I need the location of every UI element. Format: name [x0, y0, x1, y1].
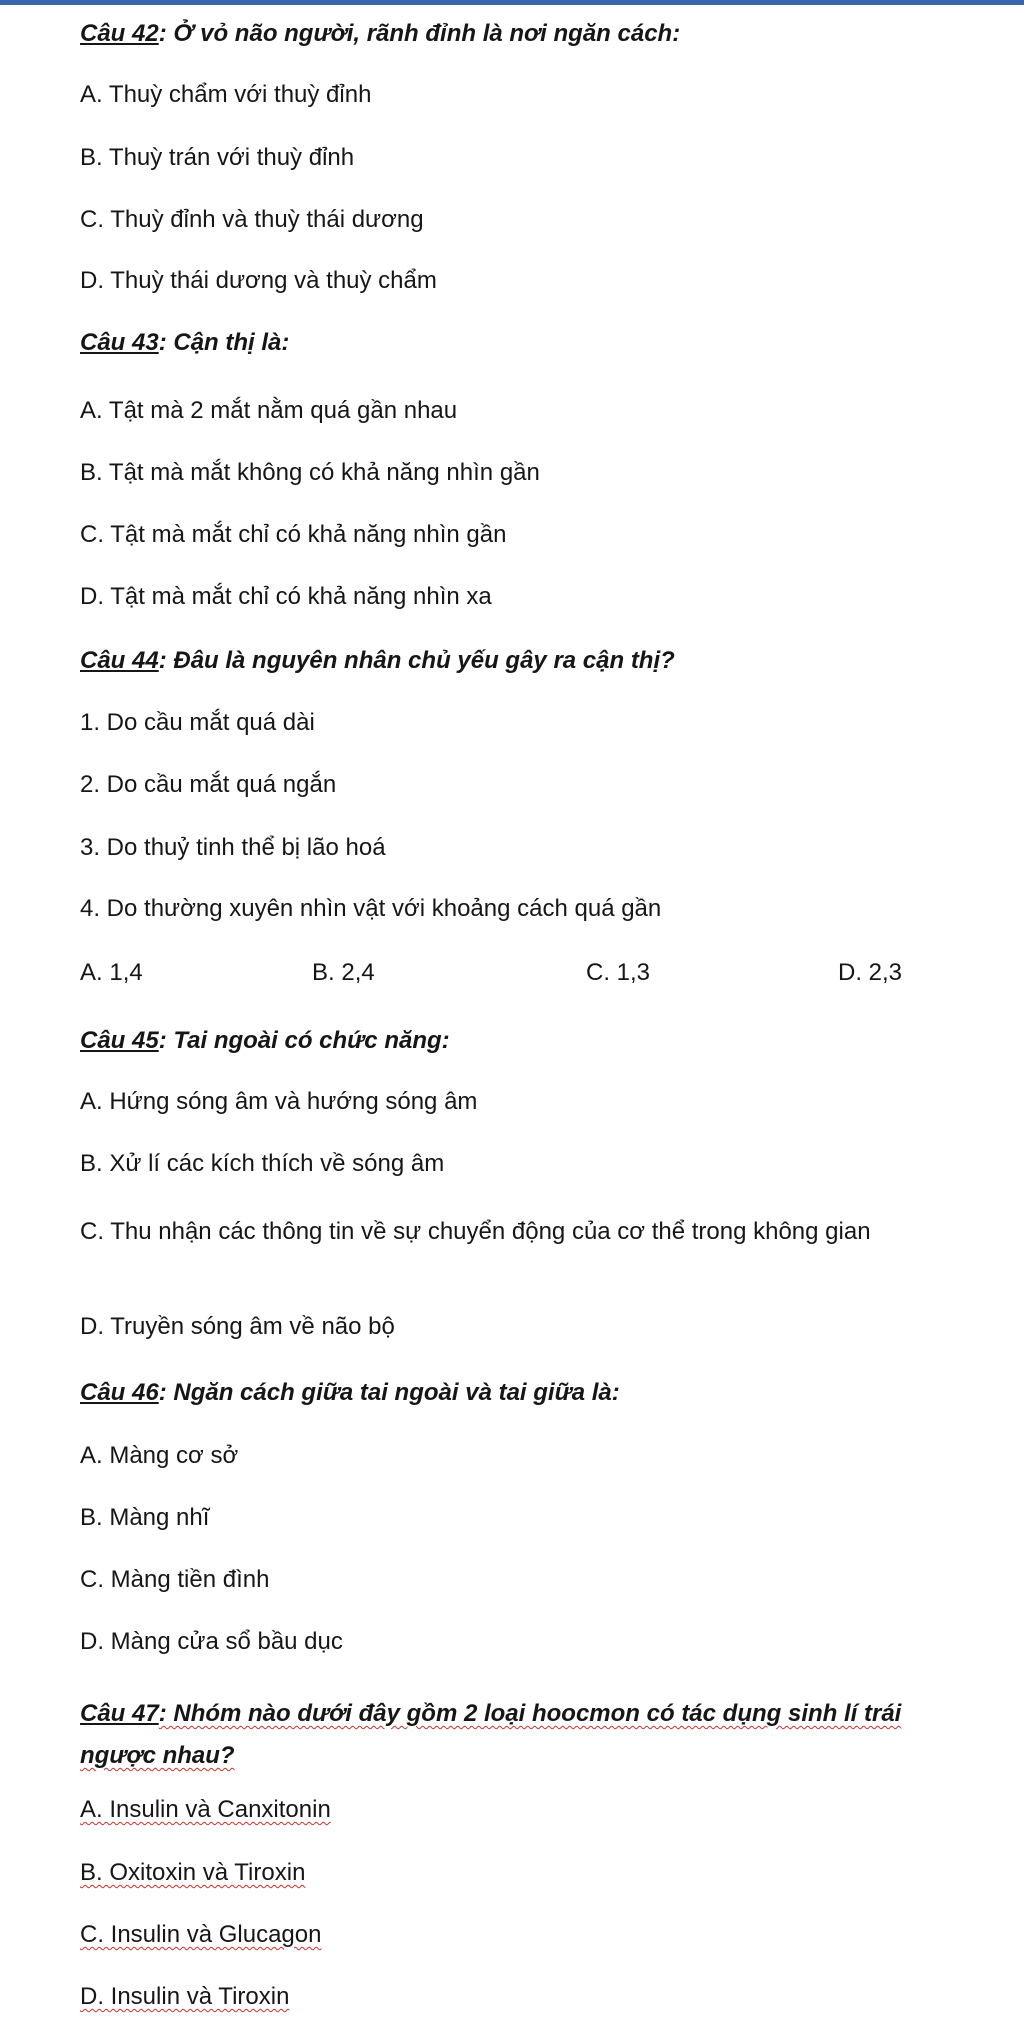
q47-option-d: [80, 1982, 289, 2012]
q44-option-b: B. 2,4: [312, 959, 375, 986]
q44-statement-1: 1. Do cầu mắt quá dài: [80, 709, 315, 736]
question-text: : Ngăn cách giữa tai ngoài và tai giữa là:: [158, 1379, 620, 1406]
q44-option-d: D. 2,3: [838, 959, 903, 986]
q44-option-c: C. 1,3: [586, 959, 651, 986]
question-label: Câu 47: [80, 1700, 159, 1727]
question-44-title: [80, 646, 675, 676]
question-46-title: [80, 1378, 620, 1408]
q42-option-a: A. Thuỳ chẩm với thuỳ đỉnh: [80, 81, 372, 108]
question-text: : Ở vỏ não người, rãnh đỉnh là nơi ngăn cách:: [158, 20, 681, 47]
q46-option-b: B. Màng nhĩ: [80, 1504, 210, 1531]
question-label: Câu 42: [80, 20, 159, 47]
q47-option-b: [80, 1858, 305, 1888]
q44-statement-3: 3. Do thuỷ tinh thể bị lão hoá: [80, 834, 386, 861]
question-label: Câu 46: [80, 1379, 159, 1406]
q44-statement-4: 4. Do thường xuyên nhìn vật với khoảng cách quá gần: [80, 895, 662, 922]
question-label: Câu 43: [80, 329, 159, 356]
q47-option-a: [80, 1795, 331, 1825]
question-45-title: [80, 1026, 450, 1056]
q42-option-c: C. Thuỳ đỉnh và thuỳ thái dương: [80, 206, 424, 233]
q43-option-b: B. Tật mà mắt không có khả năng nhìn gần: [80, 459, 540, 486]
question-text: : Đâu là nguyên nhân chủ yếu gây ra cận thị?: [158, 647, 675, 674]
question-label: Câu 44: [80, 647, 159, 674]
q44-option-a: A. 1,4: [80, 959, 143, 986]
q43-option-d: D. Tật mà mắt chỉ có khả năng nhìn xa: [80, 583, 492, 610]
q43-option-c: C. Tật mà mắt chỉ có khả năng nhìn gần: [80, 521, 507, 548]
question-47-title: [80, 1693, 930, 1777]
q42-option-b: B. Thuỳ trán với thuỳ đỉnh: [80, 144, 355, 171]
q45-option-b: B. Xử lí các kích thích về sóng âm: [80, 1150, 445, 1177]
question-text: : Cận thị là:: [158, 329, 290, 356]
question-label: Câu 45: [80, 1027, 159, 1054]
q44-statement-2: 2. Do cầu mắt quá ngắn: [80, 771, 337, 798]
question-42-title: [80, 19, 680, 49]
q43-option-a: A. Tật mà 2 mắt nằm quá gần nhau: [80, 397, 458, 424]
question-text: : Tai ngoài có chức năng:: [158, 1027, 450, 1054]
q47-option-a-text: A. Insulin và Canxitonin: [80, 1796, 331, 1823]
q46-option-a: A. Màng cơ sở: [80, 1442, 239, 1469]
q46-option-c: C. Màng tiền đình: [80, 1566, 270, 1593]
question-43-title: [80, 328, 289, 358]
q47-option-d-text: D. Insulin và Tiroxin: [80, 1983, 290, 2010]
q46-option-d: D. Màng cửa sổ bầu dục: [80, 1628, 343, 1655]
q45-option-a: A. Hứng sóng âm và hướng sóng âm: [80, 1088, 478, 1115]
q47-option-b-text: B. Oxitoxin và Tiroxin: [80, 1859, 306, 1886]
q45-option-c: C. Thu nhận các thông tin về sự chuyển động của cơ thể trong không gian: [80, 1218, 871, 1245]
q47-option-c: [80, 1920, 321, 1950]
q42-option-d: D. Thuỳ thái dương và thuỳ chẩm: [80, 267, 437, 294]
q44-answer-row: [0, 958, 1024, 988]
q47-option-c-text: C. Insulin và Glucagon: [80, 1921, 322, 1948]
question-text: : Nhóm nào dưới đây gồm 2 loại hoocmon có tác dụng sinh lí trái ngược nhau?: [80, 1700, 902, 1769]
q45-option-d: D. Truyền sóng âm về não bộ: [80, 1313, 395, 1340]
